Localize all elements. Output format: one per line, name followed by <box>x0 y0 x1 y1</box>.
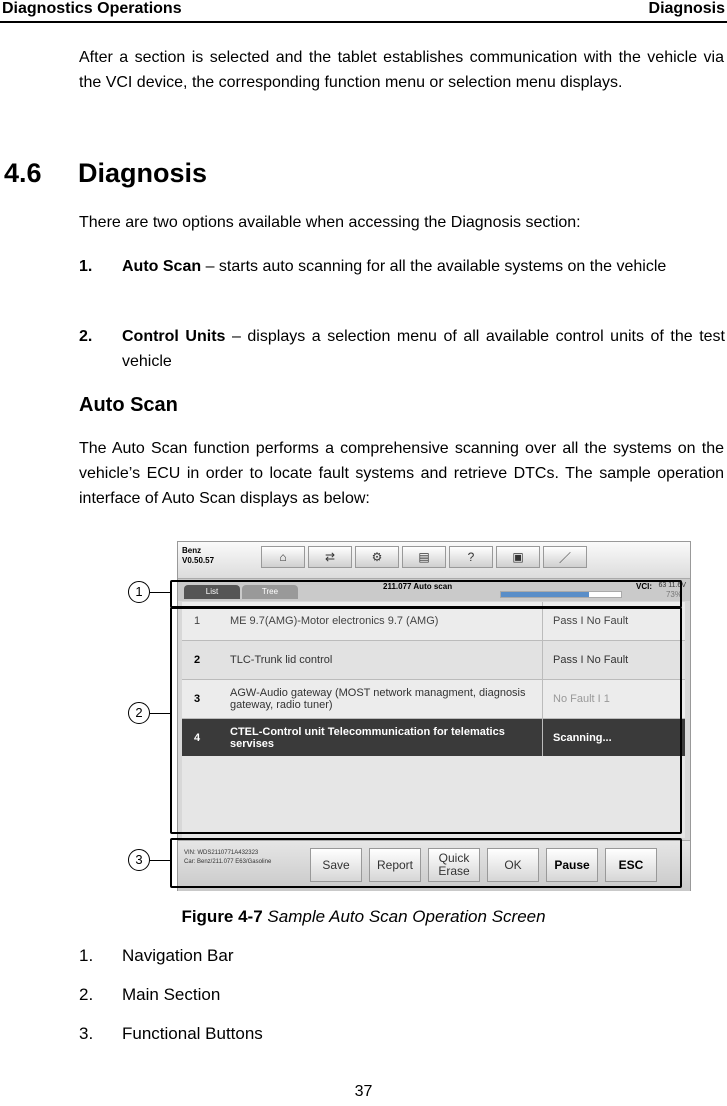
callout-box-navigation <box>170 580 682 608</box>
legend-text: Navigation Bar <box>122 946 234 965</box>
page-number: 37 <box>354 1083 373 1100</box>
vci-status: 63 11.6V <box>658 582 686 589</box>
car-label: Car: Benz/211.077 E63/Gasoline <box>184 859 272 865</box>
row-number: 3 <box>194 693 201 705</box>
callout-box-buttons <box>170 838 682 888</box>
callout-box-main <box>170 607 682 834</box>
tab-tree[interactable]: Tree <box>242 585 298 599</box>
navigation-bar <box>178 542 690 579</box>
vehicle-swap-icon[interactable]: ⇄ <box>308 546 352 568</box>
callout-marker-1: 1 <box>128 581 150 603</box>
legend-number: 3. <box>79 1024 94 1043</box>
options-intro: There are two options available when accessing the Diagnosis section: <box>79 214 581 231</box>
row-system: CTEL-Control unit Telecommunication for telematics servises <box>230 726 505 750</box>
row-number: 1 <box>194 615 201 627</box>
legend-text: Functional Buttons <box>122 1024 263 1043</box>
brand-label <box>182 546 214 566</box>
pen-icon[interactable]: ／ <box>543 546 587 568</box>
section-title: Diagnosis <box>78 158 208 188</box>
option-desc: – displays a selection menu of all available control units of the test vehicle <box>122 328 725 370</box>
save-button[interactable]: Save <box>310 848 362 882</box>
section-number: 4.6 <box>4 158 42 188</box>
section-heading <box>4 158 207 189</box>
row-number: 4 <box>194 732 201 744</box>
auto-scan-paragraph: The Auto Scan function performs a comprehensive scanning over all the systems on the vehicle’s ECU in order to locate fault systems and retrieve DTCs. The sample operation interface of Auto Scan displays as below: <box>79 440 724 507</box>
screen-title: 211.077 Auto scan <box>383 582 453 591</box>
legend-number: 1. <box>79 946 94 965</box>
pause-button[interactable]: Pause <box>546 848 598 882</box>
toolbar <box>261 546 590 568</box>
progress-percent: 73% <box>665 590 682 599</box>
row-number: 2 <box>194 654 201 666</box>
row-system: ME 9.7(AMG)-Motor electronics 9.7 (AMG) <box>230 615 439 627</box>
row-status: Scanning... <box>542 719 682 757</box>
row-status: No Fault I 1 <box>542 680 682 718</box>
option-term: Control Units <box>122 328 226 345</box>
row-system: AGW-Audio gateway (MOST network managment, diagnosis gateway, radio tuner) <box>230 687 526 711</box>
quick-erase-label-2: Erase <box>438 864 470 878</box>
callout-line <box>150 713 172 714</box>
home-icon[interactable]: ⌂ <box>261 546 305 568</box>
quick-erase-label-1: Quick <box>438 851 470 865</box>
option-desc: – starts auto scanning for all the available systems on the vehicle <box>201 258 667 275</box>
vci-label: VCI: <box>636 582 652 591</box>
option-number: 1. <box>79 258 93 275</box>
option-text <box>122 254 725 279</box>
esc-button[interactable]: ESC <box>605 848 657 882</box>
print-icon[interactable]: ▤ <box>402 546 446 568</box>
caption-label: Figure 4-7 <box>181 907 263 926</box>
callout-line <box>150 860 172 861</box>
save-icon[interactable]: ▣ <box>496 546 540 568</box>
callout-line <box>150 592 172 593</box>
ok-button[interactable]: OK <box>487 848 539 882</box>
vin-label: VIN: WDS2110771A432323 <box>184 850 259 856</box>
tab-list[interactable]: List <box>184 585 240 599</box>
subsection-heading: Auto Scan <box>79 394 178 416</box>
help-icon[interactable]: ? <box>449 546 493 568</box>
legend-text: Main Section <box>122 985 221 1004</box>
option-number: 2. <box>79 328 93 345</box>
figure-caption <box>0 907 727 927</box>
row-system: TLC-Trunk lid control <box>230 654 333 666</box>
settings-icon[interactable]: ⚙ <box>355 546 399 568</box>
option-term: Auto Scan <box>122 258 202 275</box>
page-header <box>0 0 727 23</box>
brand-name: Benz <box>182 546 202 555</box>
report-button[interactable]: Report <box>369 848 421 882</box>
row-status: Pass I No Fault <box>542 641 682 679</box>
header-chapter: Diagnostics Operations <box>2 0 182 17</box>
caption-text: Sample Auto Scan Operation Screen <box>262 907 546 926</box>
header-section: Diagnosis <box>648 0 725 17</box>
callout-marker-2: 2 <box>128 702 150 724</box>
version-label: V0.50.57 <box>182 556 215 565</box>
legend-number: 2. <box>79 985 94 1004</box>
callout-marker-3: 3 <box>128 849 150 871</box>
option-text <box>122 324 725 374</box>
intro-paragraph: After a section is selected and the tablet establishes communication with the vehicle via the VCI device, the corresponding function menu or selection menu displays. <box>79 49 724 91</box>
row-status: Pass I No Fault <box>542 602 682 640</box>
